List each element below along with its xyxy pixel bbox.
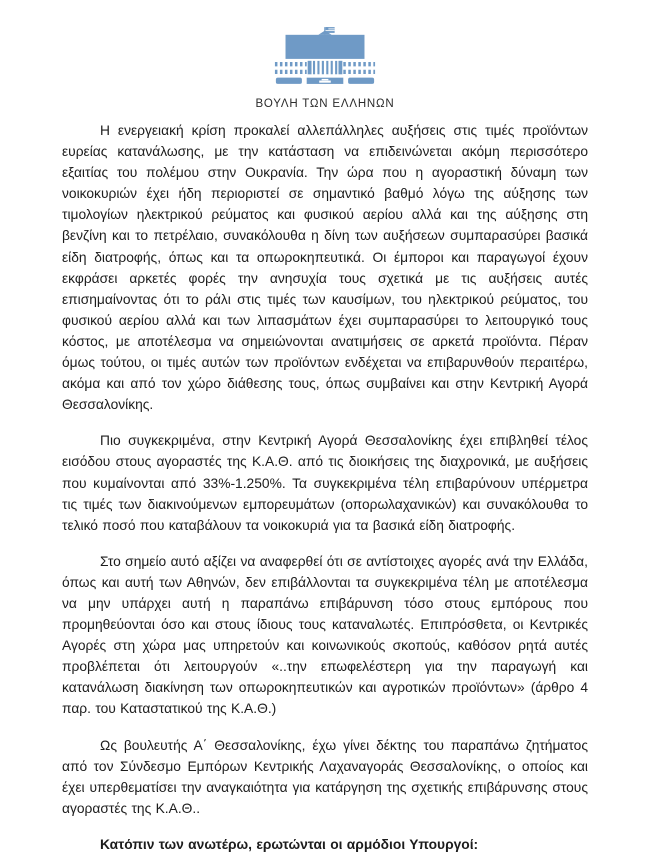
document-header	[62, 26, 588, 110]
paragraph-other-markets: Στο σημείο αυτό αξίζει να αναφερθεί ότι σε αντίστοιχες αγορές ανά την Ελλάδα, όπως και αυτή των Αθηνών, δεν επιβάλλονται τα συγκεκριμένα τέλη με αποτέλεσμα να μην υπάρχει αυτή η παραπάνω επιβάρυνση τόσο στους εμπόρους που προμηθεύονται όσο και στους ίδιους τους καταναλωτές. Επιπρόσθετα, οι Κεντρικές Αγορές στη χώρα μας υπηρετούν και κοινωνικούς σκοπούς, καθόσον ρητά αυτές προβλέπεται ότι λειτουργούν «..την επωφελέστερη για την παραγωγή και κατανάλωση διακίνηση των οπωροκηπευτικών και αγροτικών προϊόντων» (άρθρο 4 παρ. του Καταστατικού της Κ.Α.Θ.)	[62, 553, 588, 717]
paragraph-entry-fee: Πιο συγκεκριμένα, στην Κεντρική Αγορά Θεσσαλονίκης έχει επιβληθεί τέλος εισόδου στους αγοραστές της Κ.Α.Θ. από τις διοικήσεις της διαχρονικά, με αυξήσεις που κυμαίνονται από 33%-1.250%. Τα συγκεκριμένα τέλη επιβαρύνουν υπέρμετρα τις τιμές των διακινούμενων εμπορευμάτων (οπορωλαχανικών) και συνακόλουθα το τελικό ποσό που καταβάλουν τα νοικοκυριά για τα βασικά είδη διατροφής.	[62, 433, 588, 533]
institution-title: ΒΟΥΛΗ ΤΩΝ ΕΛΛΗΝΩΝ	[255, 98, 395, 110]
paragraph-mp-statement: Ως βουλευτής Α΄ Θεσσαλονίκης, έχω γίνει δέκτης του παραπάνω ζητήματος από τον Σύνδεσμο Εμπόρων Κεντρικής Λαχαναγοράς Θεσσαλονίκης, ο οποίος και έχει υπερθεματίσει την αναγκαιότητα για κατάργηση της σχετικής επιβάρυνσης στους αγοραστές της Κ.Α.Θ..	[62, 737, 588, 816]
closing-question-line: Κατόπιν των ανωτέρω, ερωτώνται οι αρμόδιοι Υπουργοί:	[100, 836, 479, 852]
document-body	[62, 120, 588, 855]
hellenic-parliament-building-icon	[273, 26, 377, 86]
paragraph-energy-crisis: Η ενεργειακή κρίση προκαλεί αλλεπάλληλες αυξήσεις στις τιμές προϊόντων ευρείας κατανάλωσης, με την κατάσταση να επιδεινώνεται ακόμη περισσότερο εξαιτίας του πολέμου στην Ουκρανία. Την ώρα που η αγοραστική δύναμη των νοικοκυριών έχει ήδη περιοριστεί σε σημαντικό βαθμό λόγω της αύξησης των τιμολογίων ηλεκτρικού ρεύματος και φυσικού αερίου αλλά και της αύξησης στη βενζίνη και το πετρέλαιο, συνακόλουθα η δίνη των αυξήσεων συμπαρασύρει βασικά είδη διατροφής, όπως και τα οπωροκηπευτικά. Οι έμποροι και παραγωγοί έχουν εκφράσει αρκετές φορές την ανησυχία τους σχετικά με τις αυξήσεις αυτές επισημαίνοντας ότι το ράλι στις τιμές των καυσίμων, του ηλεκτρικού ρεύματος, του φυσικού αερίου αλλά και των λιπασμάτων έχει συμπαρασύρει το λειτουργικό τους κόστος, με αποτέλεσμα να σημειώνονται ανατιμήσεις σε αρκετά προϊόντα. Πέραν όμως τούτου, οι τιμές αυτών των προϊόντων ενδέχεται να επιβαρυνθούν περαιτέρω, ακόμα και από τον χώρο διάθεσης τους, όπως συμβαίνει και στην Κεντρική Αγορά Θεσσαλονίκης.	[62, 123, 588, 413]
